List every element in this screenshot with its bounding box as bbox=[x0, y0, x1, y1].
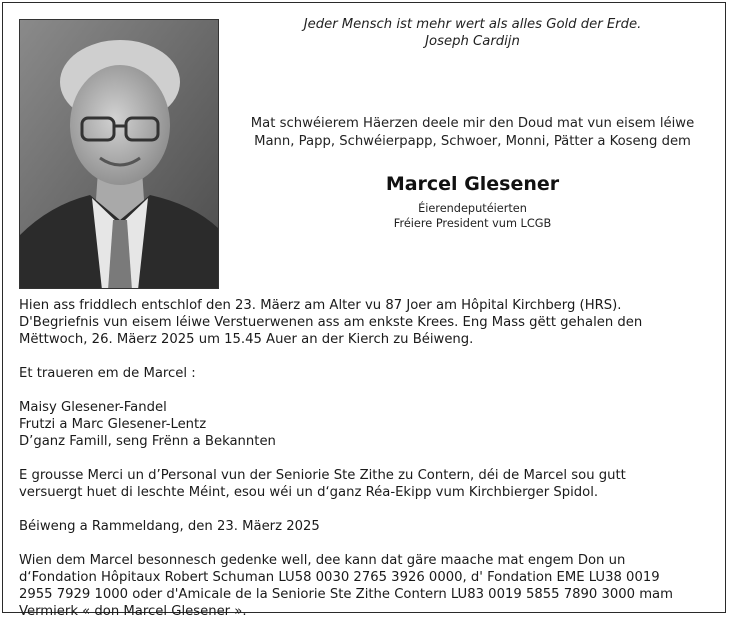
death-notice-line: Mëttwoch, 26. Mäerz 2025 um 15.45 Auer an der Kierch zu Béiweng. bbox=[19, 332, 474, 347]
spacer bbox=[19, 501, 713, 518]
mourner-line: Frutzi a Marc Glesener-Lentz bbox=[19, 417, 207, 432]
place-date: Béiweng a Rammeldang, den 23. Mäerz 2025 bbox=[19, 519, 320, 534]
death-notice-line: Hien ass friddlech entschlof den 23. Mäerz am Alter vu 87 Joer am Hôpital Kirchberg (HRS). bbox=[19, 298, 622, 313]
intro-line-1: Mat schwéierem Häerzen deele mir den Doud mat vun eisem léiwe bbox=[250, 116, 695, 131]
deceased-name: Marcel Glesener bbox=[385, 173, 560, 195]
quote-author: Joseph Cardijn bbox=[425, 34, 520, 49]
spacer bbox=[19, 535, 713, 552]
spacer bbox=[19, 348, 713, 365]
thanks-line: E grousse Merci un d’Personal vun der Seniorie Ste Zithe zu Contern, déi de Marcel sou gutt bbox=[19, 468, 626, 483]
spacer bbox=[19, 450, 713, 467]
death-notice-line: D'Begriefnis vun eisem léiwe Verstuerwenen ass am enkste Krees. Eng Mass gëtt gehalen den bbox=[19, 315, 643, 330]
notice-body bbox=[19, 297, 713, 620]
portrait-image bbox=[20, 20, 219, 289]
thanks-line: versuergt huet di leschte Méint, esou wéi un d‘ganz Réa-Ekipp vum Kirchbierger Spidol. bbox=[19, 485, 599, 500]
deceased-titles bbox=[230, 202, 715, 231]
donation-line: 2955 7929 1000 oder d'Amicale de la Seniorie Ste Zithe Contern LU83 0019 5855 7890 3000 mam bbox=[19, 587, 673, 602]
portrait-photo bbox=[19, 19, 219, 289]
intro-line-2: Mann, Papp, Schwéierpapp, Schwoer, Monni, Pätter a Koseng dem bbox=[254, 134, 691, 149]
donation-line: d‘Fondation Hôpitaux Robert Schuman LU58 0030 2765 3926 0000, d' Fondation EME LU38 0019 bbox=[19, 570, 660, 585]
donation-line: Vermierk « don Marcel Glesener ». bbox=[19, 604, 247, 619]
quote-text: Jeder Mensch ist mehr wert als alles Gold der Erde. bbox=[303, 17, 642, 32]
quote-block bbox=[230, 16, 715, 50]
deceased-title-1: Éierendeputéierten bbox=[418, 202, 527, 215]
spacer bbox=[19, 382, 713, 399]
mourner-line: Maisy Glesener-Fandel bbox=[19, 400, 167, 415]
donation-line: Wien dem Marcel besonnesch gedenke well, dee kann dat gäre maache mat engem Don un bbox=[19, 553, 626, 568]
mourners-intro: Et traueren em de Marcel : bbox=[19, 366, 196, 381]
deceased-title-2: Fréiere President vum LCGB bbox=[393, 216, 552, 230]
mourner-line: D’ganz Famill, seng Frënn a Bekannten bbox=[19, 434, 276, 449]
intro-text bbox=[230, 115, 715, 151]
